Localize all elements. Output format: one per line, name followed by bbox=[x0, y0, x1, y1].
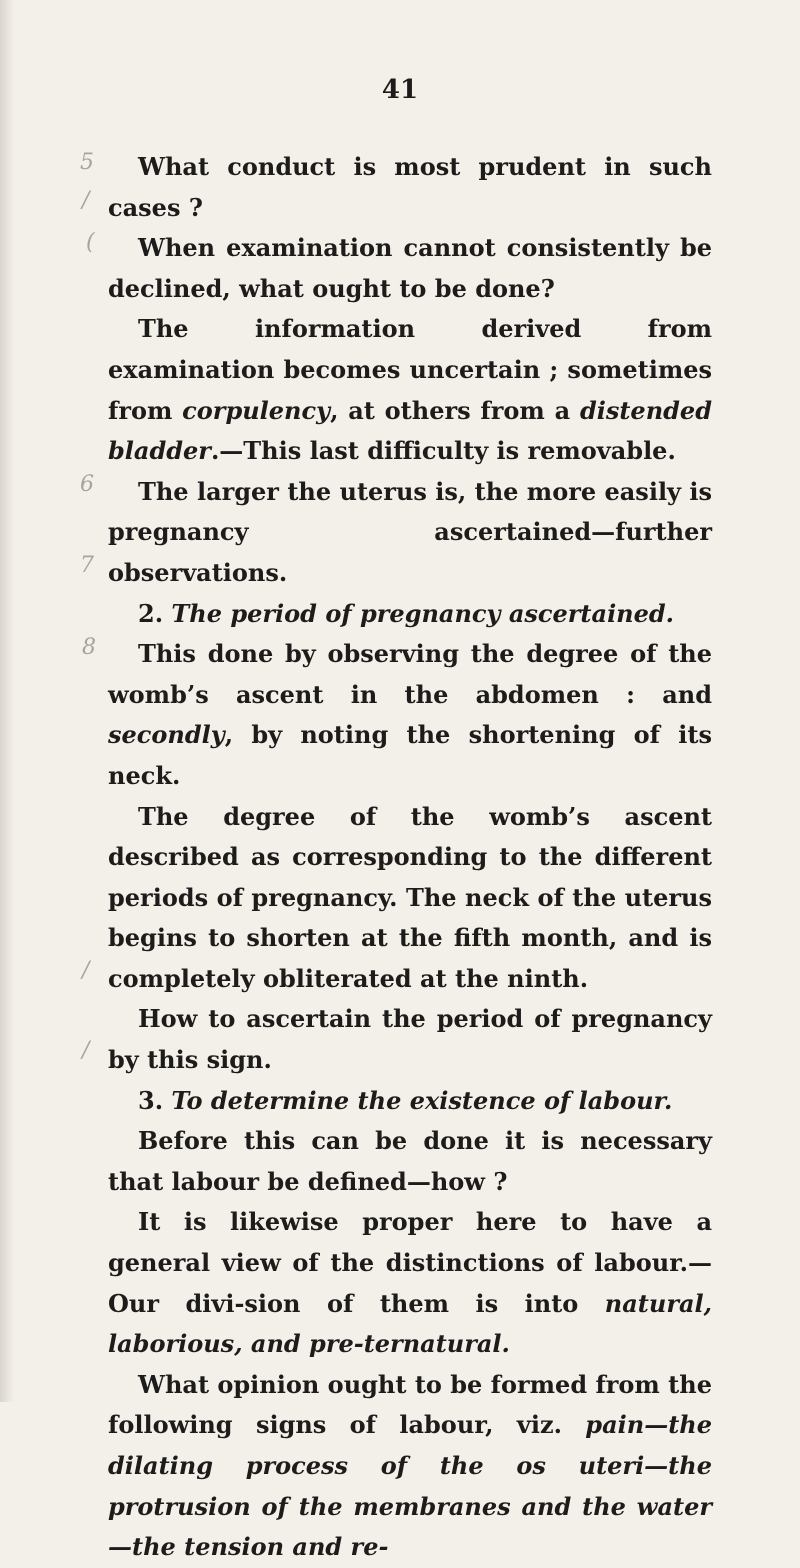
paragraph bbox=[108, 228, 712, 309]
paragraph bbox=[108, 1202, 712, 1364]
paragraph bbox=[108, 472, 712, 594]
text-run: How to ascertain the period of pregnancy by this sign. bbox=[108, 1004, 712, 1075]
text-run: 3. bbox=[138, 1085, 172, 1115]
text-run: What opinion ought to be formed from the following signs of labour, viz. bbox=[108, 1369, 712, 1440]
text-run: , by noting the shortening of its neck. bbox=[108, 720, 712, 790]
italic-text: The period of pregnancy ascertained. bbox=[171, 598, 675, 628]
text-run: 2. bbox=[138, 598, 172, 628]
text-run: What conduct is most prudent in such cases ? bbox=[108, 152, 712, 222]
margin-mark: 8 bbox=[82, 635, 96, 660]
text-run: This done by observing the degree of the womb’s ascent in the abdomen : and bbox=[108, 639, 712, 709]
text-run: It is likewise proper here to have a general view of the distinctions of labour.—Our divi-sion of them is into bbox=[108, 1207, 712, 1318]
paragraph bbox=[108, 797, 712, 1000]
text-run: When examination cannot consistently be declined, what ought to be done? bbox=[108, 233, 712, 303]
margin-mark: / bbox=[82, 958, 90, 983]
margin-mark: 6 bbox=[80, 472, 94, 497]
italic-text: natural, laborious, and pre-ternatural. bbox=[108, 1288, 712, 1359]
italic-text: corpulency bbox=[182, 395, 331, 425]
text-run: The larger the uterus is, the more easily is pregnancy ascertained—further observations. bbox=[108, 476, 712, 587]
text-run: The information derived from examination becomes uncertain ; sometimes from bbox=[108, 314, 712, 425]
text-run: , at others from a bbox=[330, 395, 580, 425]
italic-text: To determine the existence of labour. bbox=[171, 1085, 673, 1115]
margin-mark: 7 bbox=[80, 553, 94, 578]
italic-text: distended bladder bbox=[108, 395, 712, 466]
margin-mark: / bbox=[82, 188, 90, 213]
paragraph bbox=[108, 1081, 712, 1122]
italic-text: secondly bbox=[108, 720, 225, 750]
paragraph bbox=[108, 309, 712, 471]
paragraph bbox=[108, 594, 712, 635]
paragraph bbox=[108, 1121, 712, 1202]
paragraph bbox=[108, 147, 712, 228]
margin-mark: / bbox=[82, 1038, 90, 1063]
paragraph bbox=[108, 999, 712, 1080]
page-text bbox=[108, 147, 712, 1568]
paragraph bbox=[108, 634, 712, 796]
text-run: .—This last difficulty is removable. bbox=[210, 436, 676, 466]
margin-mark: 5 bbox=[80, 150, 94, 175]
paragraph bbox=[108, 1365, 712, 1568]
text-run: The degree of the womb’s ascent described as corresponding to the different periods of pregnancy. The neck of the uterus begins to shorten at the fifth month, and is completely obliterated at the ninth. bbox=[108, 801, 712, 993]
page-number: 41 bbox=[381, 75, 419, 105]
margin-mark: ( bbox=[86, 230, 95, 255]
italic-text: pain—the dilating process of the os uteri—the protrusion of the membranes and the water—the tension and re- bbox=[108, 1410, 712, 1562]
text-run: Before this can be done it is necessary that labour be defined—how ? bbox=[108, 1126, 712, 1196]
page-edge-shadow bbox=[0, 0, 14, 1402]
